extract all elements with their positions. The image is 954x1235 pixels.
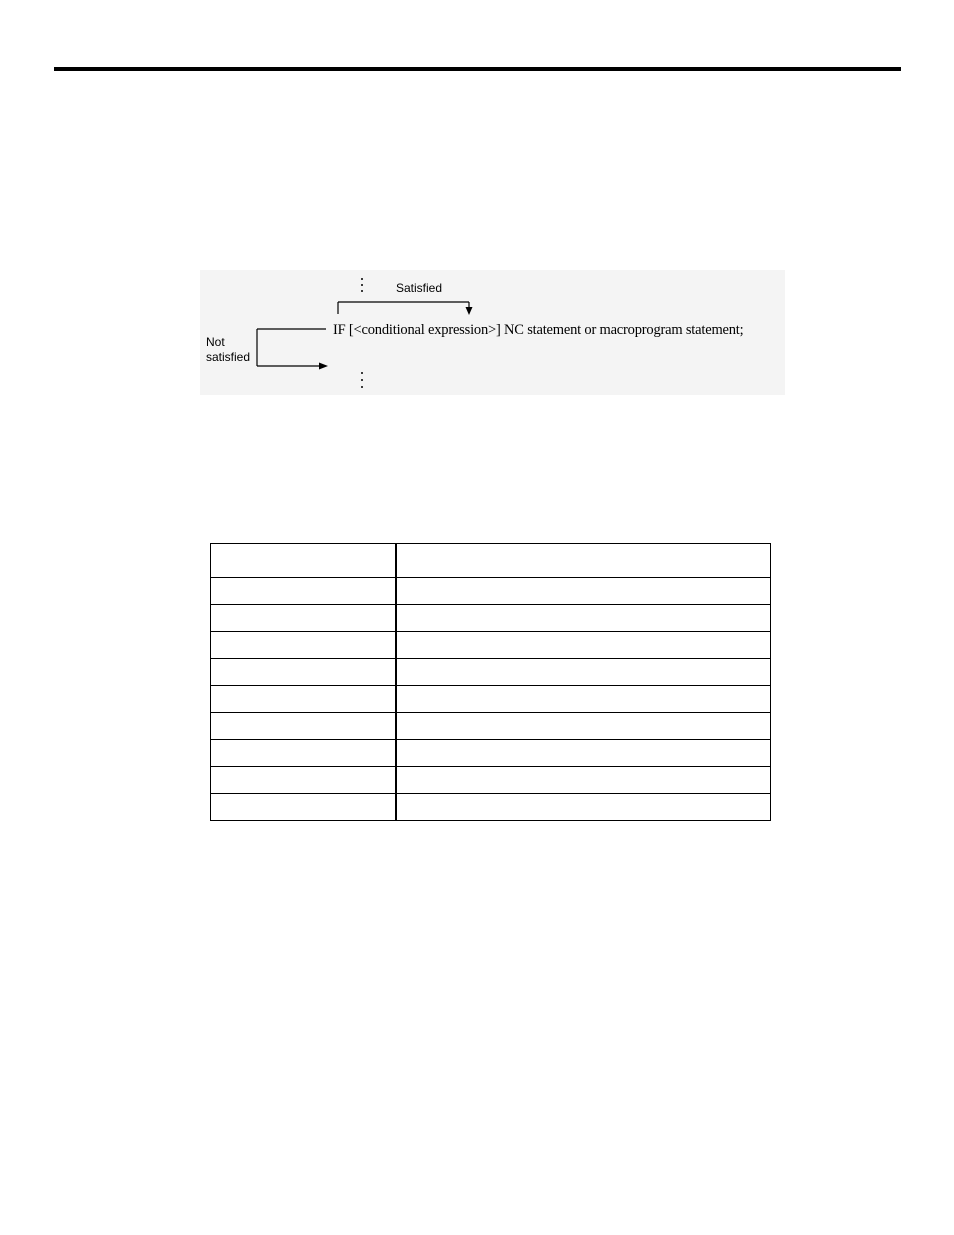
table-cell	[396, 659, 771, 686]
table-cell	[211, 578, 397, 605]
table-header-cell	[211, 544, 397, 578]
if-statement-flow-diagram	[200, 270, 785, 395]
table-cell	[211, 713, 397, 740]
not-satisfied-label-line1: Not	[206, 335, 225, 349]
table-row	[211, 659, 771, 686]
table-cell	[211, 767, 397, 794]
table-row	[211, 767, 771, 794]
table-row	[211, 740, 771, 767]
continuation-dot	[361, 386, 363, 388]
table-cell	[396, 767, 771, 794]
table-cell	[211, 632, 397, 659]
table-row	[211, 605, 771, 632]
satisfied-arrow-head	[466, 307, 473, 315]
table-cell	[396, 632, 771, 659]
table-cell	[396, 794, 771, 821]
continuation-dot	[361, 278, 363, 280]
table-header-cell	[396, 544, 771, 578]
continuation-dot	[361, 284, 363, 286]
continuation-dot	[361, 290, 363, 292]
table-row	[211, 578, 771, 605]
continuation-dot	[361, 379, 363, 381]
table-cell	[396, 740, 771, 767]
table-cell	[211, 740, 397, 767]
table-row	[211, 713, 771, 740]
table-cell	[211, 686, 397, 713]
continuation-dot	[361, 372, 363, 374]
table-header-row	[211, 544, 771, 578]
table-cell	[396, 686, 771, 713]
table-row	[211, 632, 771, 659]
table-cell	[211, 794, 397, 821]
if-statement-syntax: IF [<conditional expression>] NC statement or macroprogram statement;	[333, 322, 744, 338]
table-cell	[211, 605, 397, 632]
table-row	[211, 686, 771, 713]
operator-table	[210, 543, 771, 821]
table-row	[211, 794, 771, 821]
not-satisfied-arrow-head	[319, 363, 328, 370]
top-rule	[54, 67, 901, 71]
table-cell	[396, 578, 771, 605]
table-cell	[396, 605, 771, 632]
satisfied-label: Satisfied	[396, 281, 443, 295]
table-cell	[211, 659, 397, 686]
not-satisfied-label-line2: satisfied	[206, 350, 251, 364]
table-cell	[396, 713, 771, 740]
